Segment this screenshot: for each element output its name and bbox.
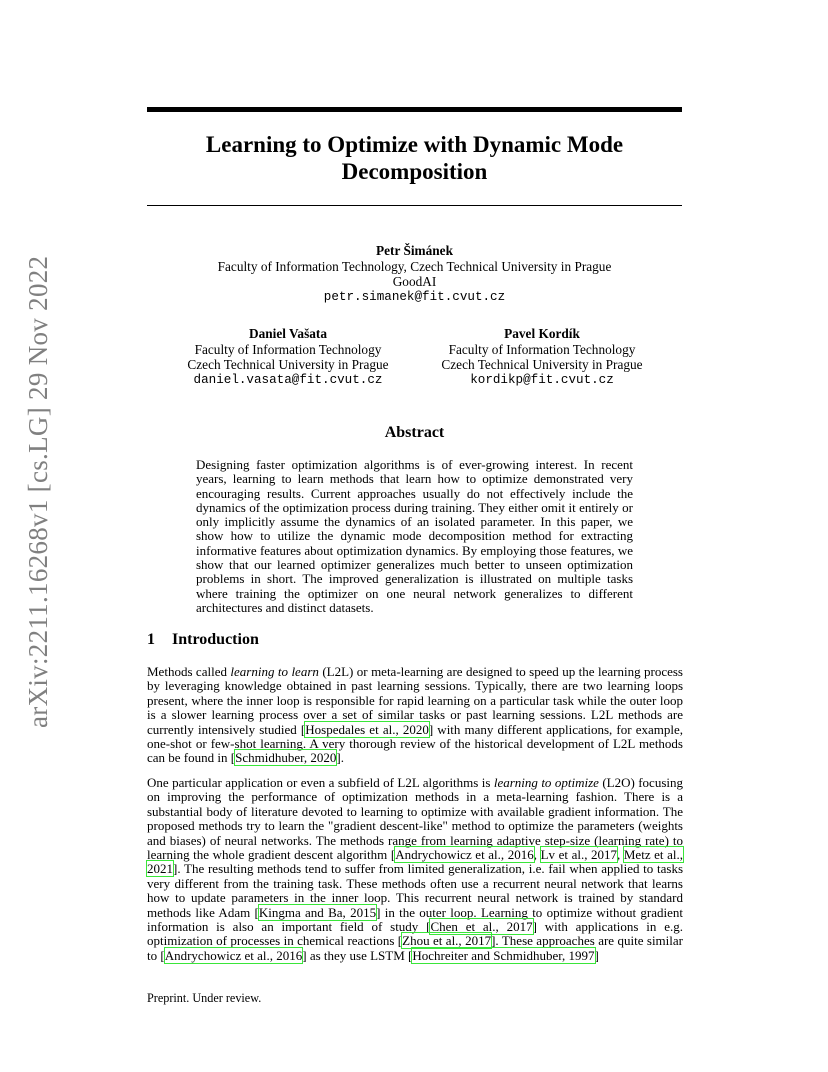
text-run: ]. The resulting methods tend to suffer from limited generalization, i.e. fail when applied to tasks very different from the training task. These methods often use a recurrent neural network that learns how to update parameters in the inner loop. This recurrent neural network is trained by standard methods like Adam [ [147,861,683,920]
author-name: Daniel Vašata [249,326,327,341]
arxiv-identifier-stamp: arXiv:2211.16268v1 [cs.LG] 29 Nov 2022 [23,255,53,728]
author-affiliation: GoodAI [392,274,437,289]
text-run: One particular application or even a subfield of L2L algorithms is [147,775,494,790]
citation-link[interactable]: Chen et al., 2017 [430,919,533,935]
text-run: ]. These approaches are quite similar to [ [147,933,683,963]
text-run: (L2O) focusing on improving the performance of optimization methods in a meta-learning fashion. There is a substantial body of literature devoted to learning to optimize with available gradient information. The proposed methods try to learn the "gradient descent-like" method to optimize the parameters (weights and biases) of neural networks. The methods range from learning adaptive step-size (learning rate) to learning the whole gradient descent algorithm [ [147,775,683,863]
text-run: , [533,847,541,863]
author-name: Pavel Kordík [504,326,580,341]
coauthor-right-block [412,326,672,388]
author-affiliation: Czech Technical University in Prague [187,357,389,372]
text-run: ]. [336,750,344,766]
citation-link[interactable]: Hochreiter and Schmidhuber, 1997 [412,947,595,963]
text-run: ] as they use LSTM [ [302,947,413,963]
title-top-rule [147,107,682,112]
section-title: Introduction [172,631,259,648]
main-author-block [147,243,682,305]
text-run: ] with many different applications, for example, one-shot or few-shot learning. A very thorough review of the historical development of L2L methods can be found in [ [147,721,683,766]
citation-link[interactable]: Andrychowicz et al., 2016 [395,847,534,863]
citation-link[interactable]: Andrychowicz et al., 2016 [164,947,303,963]
emphasized-term: learning to optimize [493,775,599,790]
paper-title: Learning to Optimize with Dynamic Mode Decomposition [205,132,624,184]
text-run: (L2L) or meta-learning are designed to speed up the learning process by leveraging knowledge obtained in past learning sessions. Typically, there are two learning loops present, where the inner loop is responsible for rapid learning on a particular task while the outer loop is a slower learning process over a set of similar tasks or past learning sessions. L2L methods are currently intensively studied [ [147,664,683,737]
citation-link[interactable]: Schmidhuber, 2020 [235,750,337,766]
author-email: daniel.vasata@fit.cvut.cz [193,372,383,387]
section-number: 1 [147,631,155,648]
text-run: ] in the outer loop. Learning to optimize without gradient information is also an important field of study [ [147,904,684,935]
author-email: kordikp@fit.cvut.cz [470,372,614,387]
title-bottom-rule [147,205,682,206]
intro-paragraph-1 [147,665,683,766]
coauthor-left-block [160,326,416,388]
citation-link[interactable]: Zhou et al., 2017 [402,933,492,949]
citation-link[interactable]: Metz et al., 2021 [147,847,684,877]
text-run: ] [594,947,599,963]
text-run: Methods called [147,664,231,679]
author-email: petr.simanek@fit.cvut.cz [323,289,506,304]
emphasized-term: learning to learn [230,664,319,679]
author-affiliation: Czech Technical University in Prague [441,357,643,372]
abstract-heading: Abstract [384,424,445,441]
citation-link[interactable]: Lv et al., 2017 [540,847,618,863]
abstract-body: Designing faster optimization algorithms is of ever-growing interest. In recent years, learning to learn methods that learn how to optimize demonstrated very encouraging results. Current approaches usually do not effectively include the dynamics of the optimization process during training. They either omit it entirely or only implicitly assume the dynamics of an isolated parameter. In this paper, we show how to utilize the dynamic mode decomposition method for extracting informative features about optimization dynamics. By employing those features, we show that our learned optimizer generalizes much better to unseen optimization problems in short. The improved generalization is illustrated on multiple tasks where training the optimizer on one neural network generalizes to different architectures and distinct datasets. [196,457,633,615]
author-affiliation: Faculty of Information Technology, Czech Technical University in Prague [217,258,612,274]
author-name: Petr Šimánek [376,243,453,258]
citation-link[interactable]: Kingma and Ba, 2015 [258,904,377,920]
author-affiliation: Faculty of Information Technology [448,341,636,357]
text-run: ] with applications in e.g. optimization of processes in chemical reactions [ [147,919,683,949]
preprint-footer: Preprint. Under review. [147,991,262,1005]
citation-link[interactable]: Hospedales et al., 2020 [305,721,429,737]
text-run: , [617,847,624,863]
author-affiliation: Faculty of Information Technology [194,341,382,357]
intro-paragraph-2 [147,776,683,963]
section-heading-introduction [147,631,259,649]
